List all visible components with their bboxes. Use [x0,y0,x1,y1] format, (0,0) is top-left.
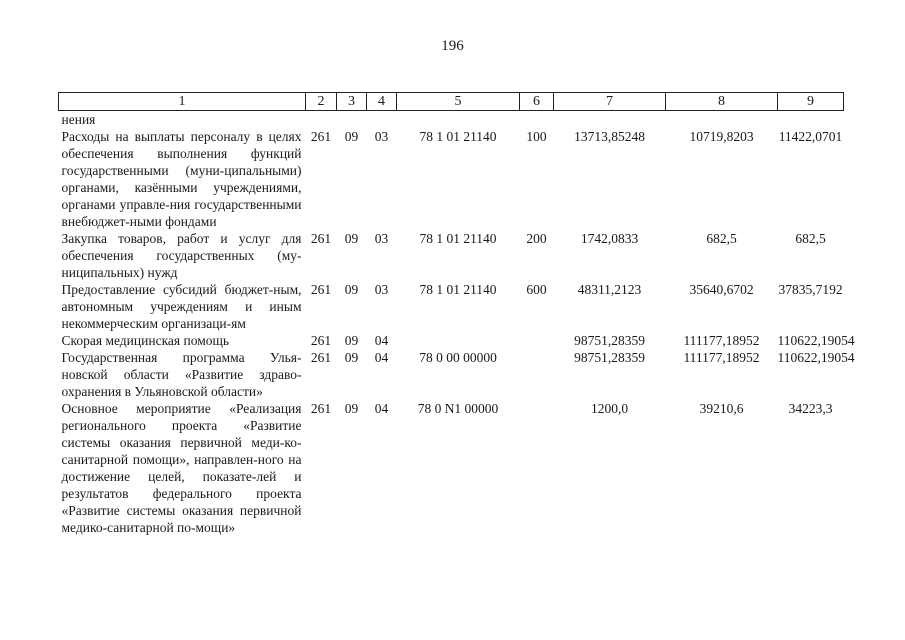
row-ministry-code: 261 [310,350,332,365]
row-amount-year-3: 11422,0701 [778,129,843,144]
row-target-code [397,332,520,349]
column-header: 3 [337,93,367,111]
column-header: 9 [778,93,844,111]
row-amount-year-2: 111177,18952 [683,333,760,348]
row-amount-year-1 [554,111,666,129]
row-description: Скорая медицинская помощь [61,333,230,348]
row-amount-year-3: 110622,19054 [777,333,855,348]
page-number: 196 [441,38,464,54]
table-row [59,332,844,349]
row-section-code: 09 [344,129,359,144]
table-row [59,349,844,400]
row-section-code: 09 [344,282,359,297]
row-expense-type: 600 [526,282,547,297]
row-section-code: 09 [344,350,359,365]
row-amount-year-2: 10719,8203 [689,129,754,144]
row-amount-year-3 [778,111,844,129]
row-amount-year-1: 48311,2123 [577,282,642,297]
row-description: нения [61,112,96,127]
table-row [59,230,844,281]
row-description: Расходы на выплаты персоналу в целях обеспечения выполнения функций государственными (муни-ципальными) органами, казёнными учреждениями, органами управле-ния государственными внебюджет-ными фондами [61,129,302,229]
table-row [59,400,844,536]
table-row [59,128,844,230]
row-expense-type [520,400,554,536]
column-header: 8 [666,93,778,111]
row-amount-year-3: 682,5 [795,231,826,246]
row-ministry-code: 261 [310,401,332,416]
row-ministry-code [306,111,337,129]
row-amount-year-1: 98751,28359 [574,350,645,365]
row-amount-year-3: 37835,7192 [778,282,843,297]
row-subsection-code [367,111,397,129]
row-subsection-code: 04 [374,401,389,416]
row-amount-year-2: 682,5 [706,231,737,246]
row-subsection-code: 04 [374,333,389,348]
row-expense-type: 200 [526,231,547,246]
row-subsection-code: 03 [374,231,389,246]
column-header: 6 [520,93,554,111]
row-subsection-code: 03 [374,282,389,297]
table-row [59,111,844,129]
row-subsection-code: 03 [374,129,389,144]
row-amount-year-1: 1200,0 [590,401,629,416]
row-ministry-code: 261 [310,333,332,348]
row-target-code: 78 0 N1 00000 [417,401,499,416]
table-header-row [59,93,844,111]
row-description: Закупка товаров, работ и услуг для обеспечения государственных (му-ниципальных) нужд [61,231,302,280]
row-target-code: 78 1 01 21140 [419,231,497,246]
row-target-code [397,111,520,129]
row-section-code: 09 [344,231,359,246]
column-header: 5 [397,93,520,111]
row-expense-type [520,111,554,129]
row-target-code: 78 1 01 21140 [419,129,497,144]
row-ministry-code: 261 [310,231,332,246]
row-section-code: 09 [344,401,359,416]
row-amount-year-2: 111177,18952 [683,350,760,365]
row-description: Основное мероприятие «Реализация регионального проекта «Развитие системы оказания первичной меди-ко-санитарной помощи», направлен-ного на достижение целей, показате-лей и результатов федерального проекта «Развитие системы оказания первичной медико-санитарной по-мощи» [61,401,302,535]
row-section-code [337,111,367,129]
column-header: 2 [306,93,337,111]
row-expense-type [520,349,554,400]
row-amount-year-1: 1742,0833 [580,231,639,246]
column-header: 1 [59,93,306,111]
row-amount-year-2: 39210,6 [699,401,744,416]
row-amount-year-2 [666,111,778,129]
row-expense-type: 100 [526,129,547,144]
row-description: Предоставление субсидий бюджет-ным, автономным учреждениям и иным некоммерческим организаци-ям [61,282,302,331]
row-amount-year-1: 13713,85248 [574,129,645,144]
row-amount-year-3: 110622,19054 [777,350,855,365]
row-ministry-code: 261 [310,129,332,144]
row-section-code: 09 [344,333,359,348]
row-description: Государственная программа Улья-новской области «Развитие здраво-охранения в Ульяновской области» [61,350,302,399]
row-amount-year-2: 35640,6702 [689,282,754,297]
table-row [59,281,844,332]
row-ministry-code: 261 [310,282,332,297]
budget-table [58,92,855,536]
row-amount-year-3: 34223,3 [788,401,833,416]
row-target-code: 78 0 00 00000 [419,350,497,365]
row-amount-year-1: 98751,28359 [574,333,645,348]
row-subsection-code: 04 [374,350,389,365]
column-header: 7 [554,93,666,111]
column-header: 4 [367,93,397,111]
row-target-code: 78 1 01 21140 [419,282,497,297]
row-expense-type [520,332,554,349]
